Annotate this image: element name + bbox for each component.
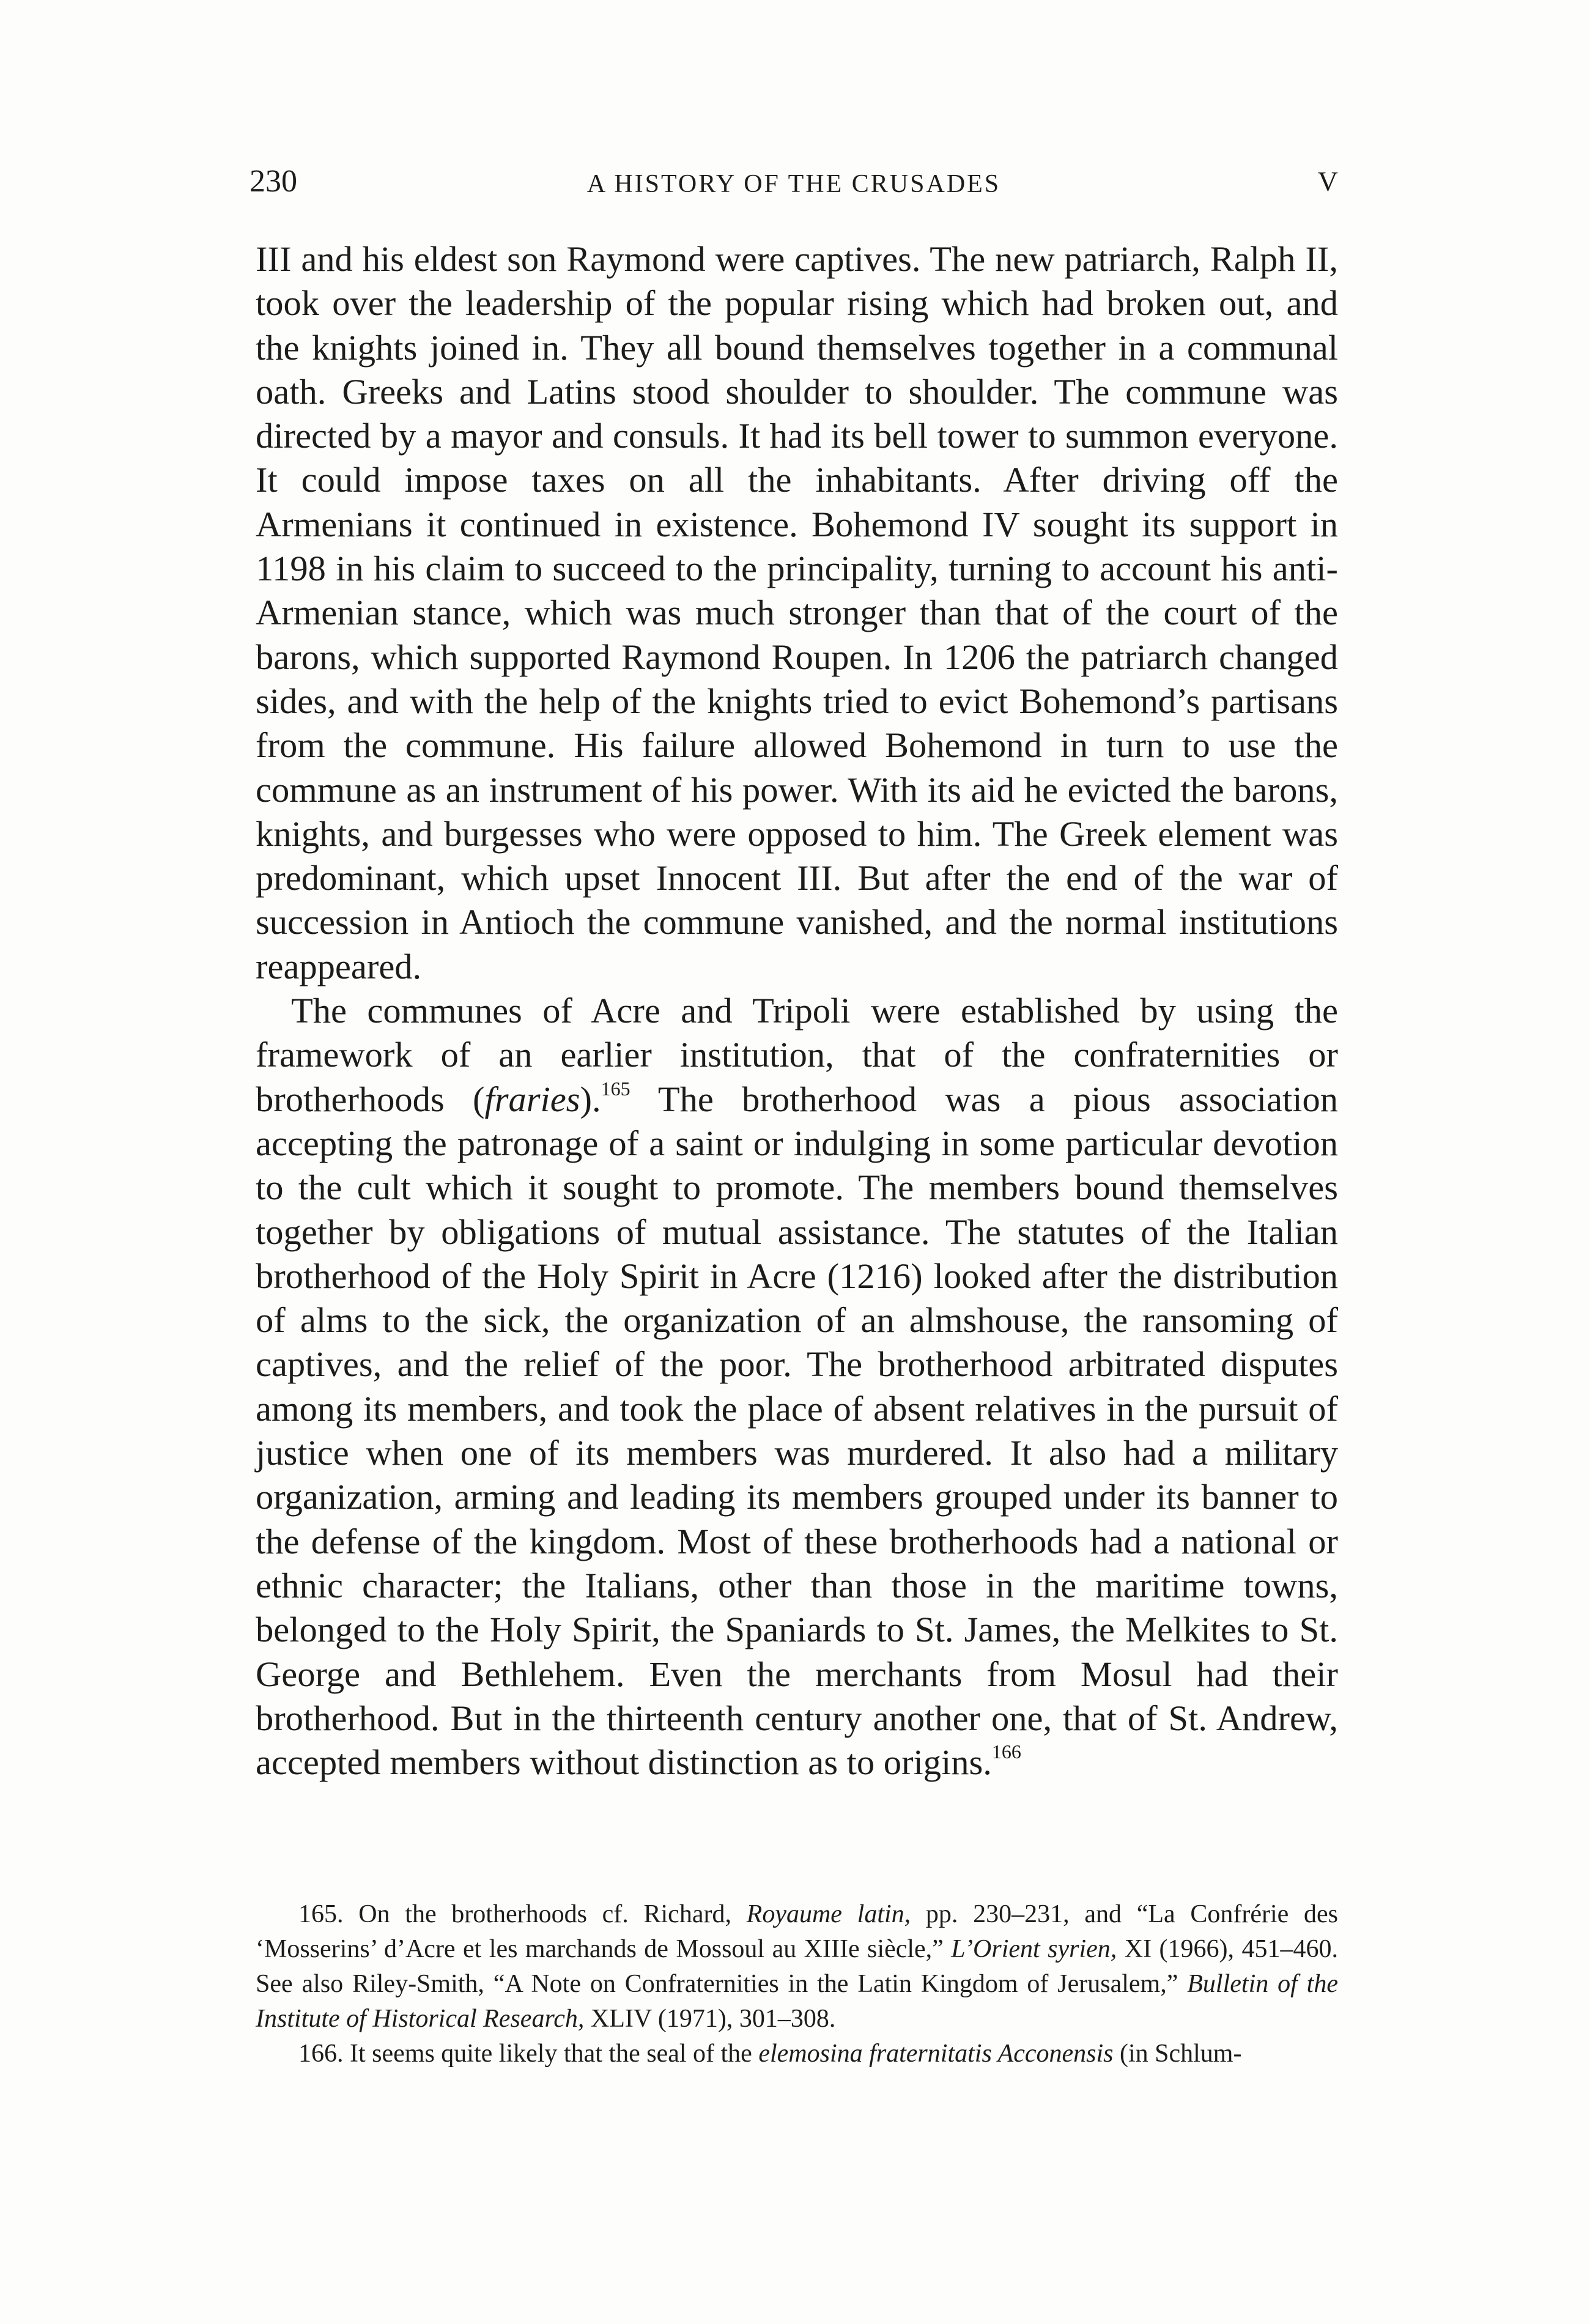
footnote-165 [256, 1897, 1338, 2037]
footnote-166-text-b: (in Schlum- [1113, 2040, 1242, 2068]
footnote-166 [256, 2037, 1338, 2071]
footnote-166-italic: elemosina fraternitatis Acconensis [758, 2040, 1114, 2068]
footnote-165-text-b: pp. 230–231, and “La Confrérie des ‘Mosserins’ d’Acre et les marchands de Mossoul au XIIIe siècle,” [256, 1900, 1338, 1963]
footnote-165-italic-c: Bulletin of the Institute of Historical Research, [256, 1970, 1338, 2033]
footnote-165-italic-a: Royaume latin, [746, 1900, 911, 1928]
body-text [256, 237, 1338, 1785]
footnote-ref-165: 165 [601, 1077, 630, 1100]
footnote-165-italic-b: L’Orient syrien, [951, 1935, 1117, 1963]
paragraph-2-rest: The brotherhood was a pious association accepting the patronage of a saint or indulging in some particular devotion to the cult which it sought to promote. The members bound themselves together by obligations of mutual assistance. The statutes of the Italian brotherhood of the Holy Spirit in Acre (1216) looked after the distribution of alms to the sick, the organization of an almshouse, the ransoming of captives, and the relief of the poor. The brotherhood arbitrated disputes among its members, and took the place of absent relatives in the pursuit of justice when one of its members was murdered. It also had a military organization, arming and leading its members grouped under its banner to the defense of the kingdom. Most of these brotherhoods had a national or ethnic character; the Italians, other than those in the maritime towns, belonged to the Holy Spirit, the Spaniards to St. James, the Melkites to St. George and Bethlehem. Even the merchants from Mosul had their brotherhood. But in the thirteenth century another one, that of St. Andrew, accepted members without distinction as to origins. [256, 1079, 1338, 1783]
footnotes [256, 1897, 1338, 2071]
footnote-165-text-d: XLIV (1971), 301–308. [584, 2005, 836, 2033]
paragraph-1: III and his eldest son Raymond were captives. The new patriarch, Ralph II, took over the leadership of the popular rising which had broken out, and the knights joined in. They all bound themselves together in a communal oath. Greeks and Latins stood shoulder to shoulder. The commune was directed by a mayor and consuls. It had its bell tower to summon everyone. It could impose taxes on all the inhabitants. After driving off the Armenians it continued in existence. Bohemond IV sought its support in 1198 in his claim to succeed to the principality, turning to account his anti-Armenian stance, which was much stronger than that of the court of the barons, which supported Raymond Roupen. In 1206 the patriarch changed sides, and with the help of the knights tried to evict Bohemond’s partisans from the commune. His failure allowed Bohemond in turn to use the commune as an instrument of his power. With its aid he evicted the barons, knights, and burgesses who were opposed to him. The Greek element was predominant, which upset Innocent III. But after the end of the war of succession in Antioch the commune vanished, and the normal institutions reappeared. [256, 239, 1338, 986]
italic-fraries: fraries [484, 1079, 580, 1119]
page-header [250, 160, 1338, 203]
paragraph-2-punct: ). [580, 1079, 601, 1119]
footnote-ref-166: 166 [991, 1741, 1021, 1763]
footnote-165-text-c: XI (1966), 451–460. See also Riley-Smith, “A Note on Confraternities in the Latin Kingdom of Jerusalem,” [256, 1935, 1338, 1998]
footnote-165-text-a: 165. On the brotherhoods cf. Richard, [298, 1900, 747, 1928]
paragraph-2-start: The communes of Acre and Tripoli were established by using the framework of an earlier institution, that of the confraternities or brotherhoods ( [256, 991, 1338, 1119]
page-number: 230 [250, 164, 297, 199]
section-number: V [1317, 166, 1338, 197]
running-head: A HISTORY OF THE CRUSADES [586, 170, 1001, 198]
paragraph-2 [256, 989, 1338, 1785]
footnote-166-text-a: 166. It seems quite likely that the seal of the [298, 2040, 759, 2068]
